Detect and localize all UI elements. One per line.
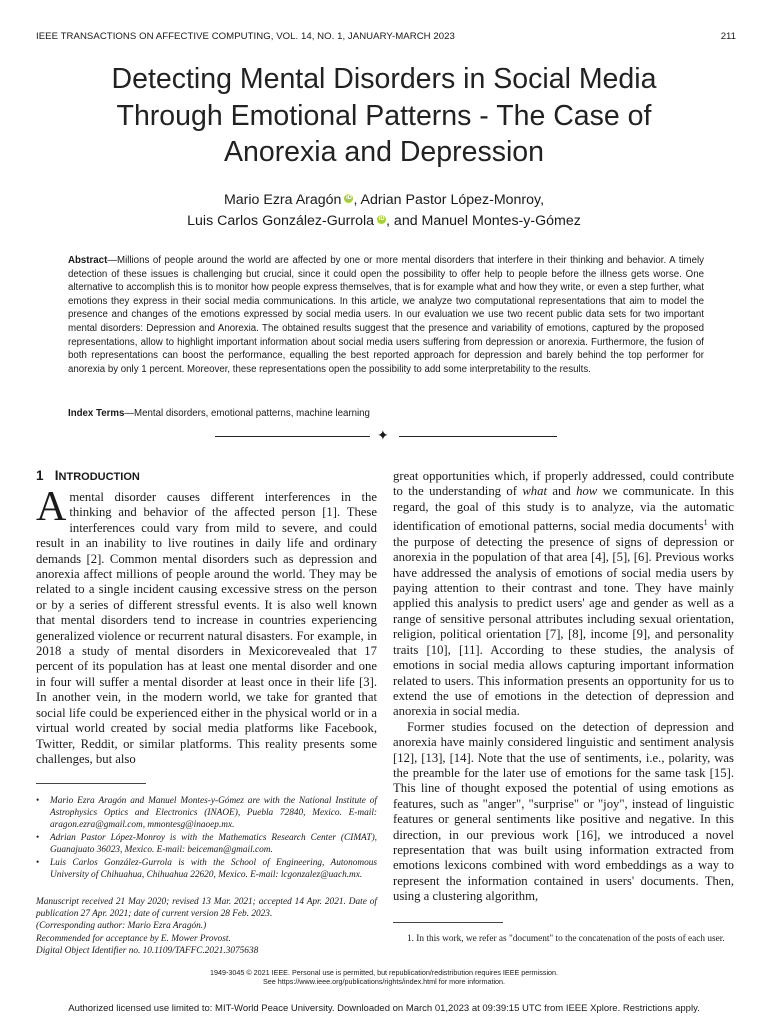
intro-paragraph-1 bbox=[36, 484, 377, 767]
copyright-line-2: See https://www.ieee.org/publications/rights/index.html for more information. bbox=[262, 977, 506, 986]
section-number: 1 bbox=[36, 468, 44, 483]
paragraph-text: and bbox=[547, 484, 577, 499]
title-line-3: Anorexia and Depression bbox=[223, 136, 545, 168]
index-terms-text: —Mental disorders, emotional patterns, machine learning bbox=[124, 408, 370, 419]
section-title-initial: I bbox=[54, 468, 59, 483]
author-aragon: Mario Ezra Aragón bbox=[223, 192, 342, 208]
paragraph-text: great opportunities which, if properly addressed, could contribute to the understanding of bbox=[393, 469, 734, 499]
doi-line[interactable]: Digital Object Identifier no. 10.1109/TAFFC.2021.3075638 bbox=[36, 945, 259, 956]
corresponding-author: (Corresponding author: Mario Ezra Aragón.) bbox=[36, 921, 207, 932]
orcid-icon[interactable]: iD bbox=[378, 215, 385, 222]
paragraph-text: we communicate. In this regard, the goal of this study is to analyze, via the automatic identification of emotional patterns, social media documents bbox=[393, 484, 734, 534]
separator-ornament-icon: ✦ bbox=[377, 428, 389, 444]
footnote-rule-left bbox=[36, 783, 146, 784]
orcid-icon[interactable]: iD bbox=[345, 195, 352, 201]
abstract-text: —Millions of people around the world are affected by one or more mental disorders that interfere in their thinking and behavior. A timely detection of these issues is challenging but crucial, since it could open the possibility to offer help to people before the illness gets worse. One alternative to accomplish this is to monitor how people express themselves, that is for example what and how they write, or even a step further, what emotions they express in their social media communications. In this article, we analyze two computational representations that aim to model the presence and changes of the emotions expressed by social media users. In our evaluation we use two recent public data sets for two important mental disorders: Depression and Anorexia. The obtained results suggest that the presence and variability of emotions, captured by the proposed representations, allow to highlight important information about social media users suffering from depression or anorexia. Furthermore, the fusion of both representations can boost the performance, equalling the best reported approach for depression and barely behind the top performer for anorexia by only 1 percent. Moreover, these representations open the possibility to add some interpretability to the results. bbox=[68, 255, 704, 375]
author-list bbox=[40, 190, 728, 231]
emphasis-what: what bbox=[522, 484, 548, 499]
drop-cap: A bbox=[36, 484, 67, 530]
separator-line-right bbox=[399, 436, 557, 437]
manuscript-dates: Manuscript received 21 May 2020; revised 13 Mar. 2021; accepted 14 Apr. 2021. Date of publication 27 Apr. 2021; date of current version 28 Feb. 2023. bbox=[36, 897, 377, 920]
author-montes-y-gomez: , and Manuel Montes-y-Gómez bbox=[386, 212, 581, 229]
paragraph-text: with the purpose of detecting the presence of signs of depression or anorexia in the population of that area [4], [5], [6]. Previous works have addressed the analysis of emotions of social media users by paying attention to their contrast and tone. They have mainly applied this analysis to predict users' age and gender as well as a range of sensitive personal attributes including sexual orientation, religion, political orientation [7], [8], income [9], and personality traits [10], [11]. According to these studies, the analysis of emotions in social media allows capturing important information related to users. This information presents an opportunity for us to extend the use of emotions in the detection of depression and anorexia in social media. bbox=[393, 519, 734, 719]
license-line: Authorized licensed use limited to: MIT-World Peace University. Downloaded on March 01,2023 at 09:39:15 UTC from IEEE Xplore. Restrictions apply. bbox=[68, 1003, 700, 1014]
copyright-notice bbox=[0, 968, 768, 986]
intro-paragraph-2: Former studies focused on the detection of depression and anorexia have mainly considered linguistic and sentiment analysis [12], [13], [14]. Note that the use of sentiments, i.e., polarity, was the preamble for the later use of emotions for the same task [15]. This line of thought exposed the potential of using emotions as features, such as "anger", "surprise" or "joy", instead of linguistic features or general sentiments like positive and negative. In this direction, in our previous work [16], we introduced a novel representation that was built using information extracted from emotions lexicons combined with word embeddings as a way to represent the information contained in users' documents. Then, using a clustering algorithm, bbox=[393, 719, 734, 904]
emphasis-how: how bbox=[576, 484, 598, 499]
affiliation-item: • Luis Carlos González-Gurrola is with the School of Engineering, Autonomous University of Chihuahua, Chihuahua 22620, Mexico. E-mail: lcgonzalez@uach.mx. bbox=[36, 857, 377, 881]
journal-header: IEEE TRANSACTIONS ON AFFECTIVE COMPUTING, VOL. 14, NO. 1, JANUARY-MARCH 2023 bbox=[36, 31, 455, 42]
affiliation-item: • Mario Ezra Aragón and Manuel Montes-y-Gómez are with the National Institute of Astrophysics Optics and Electronics (INAOE), Puebla 72840, Mexico. E-mail: aragon.ezra@gmail.com, mmontesg@inaoep.mx. bbox=[36, 795, 377, 832]
intro-paragraph-continued bbox=[393, 469, 734, 720]
recommended-by: Recommended for acceptance by E. Mower Provost. bbox=[36, 933, 231, 944]
copyright-line-1: 1949-3045 © 2021 IEEE. Personal use is permitted, but republication/redistribution requires IEEE permission. bbox=[209, 968, 559, 977]
right-column-body bbox=[393, 469, 734, 905]
footnote-1: 1. In this work, we refer as "document" to the concatenation of the posts of each user. bbox=[407, 934, 725, 944]
paper-title bbox=[40, 61, 728, 171]
left-column-body bbox=[36, 484, 377, 767]
separator-line-left bbox=[215, 436, 370, 437]
index-terms bbox=[68, 407, 704, 420]
title-line-2: Through Emotional Patterns - The Case of bbox=[116, 99, 652, 132]
manuscript-info bbox=[36, 896, 377, 957]
section-title-rest: NTRODUCTION bbox=[58, 471, 140, 483]
affiliation-item: • Adrian Pastor López-Monroy is with the Mathematics Research Center (CIMAT), Guanajuato 36023, Mexico. E-mail: beiceman@gmail.com. bbox=[36, 832, 377, 856]
index-terms-label: Index Terms bbox=[68, 408, 125, 419]
page-number: 211 bbox=[720, 31, 736, 42]
abstract bbox=[68, 254, 704, 376]
abstract-label: Abstract bbox=[68, 255, 108, 266]
author-affiliations bbox=[36, 795, 377, 882]
footnote-rule-right bbox=[393, 922, 503, 923]
intro-paragraph-1-text: mental disorder causes different interferences in the thinking and behavior of the affected person [1]. These interferences could vary from mild to severe, and could result in an inability to live routines in daily life and ordinary demands [2]. Common mental disorders such as depression and anorexia affect millions of people around the world. They may be related to a single incident causing excessive stress on the person or by a series of different stressful events. It is also well known that mental disorders tend to increase in countries experiencing generalized violence or recurrent natural disasters. For example, in 2018 a study of mental disorders in Mexicorevealed that 17 percent of its population has at least one mental disorder and one in four will suffer a mental disorder at least once in their life [3]. In another vein, in the modern world, we take for granted that social life could be experienced either in the physical world or in a virtual world created by social media platforms like Facebook, Twitter, Reddit, or similar platforms. This reality presents some challenges, but also bbox=[36, 490, 377, 766]
author-lopez-monroy: , Adrian Pastor López-Monroy, bbox=[353, 192, 545, 208]
title-line-1: Detecting Mental Disorders in Social Media bbox=[111, 63, 657, 95]
footnote-marker[interactable]: 1 bbox=[703, 518, 708, 528]
section-heading-introduction bbox=[36, 468, 140, 483]
author-gonzalez-gurrola: Luis Carlos González-Gurrola bbox=[187, 212, 375, 229]
